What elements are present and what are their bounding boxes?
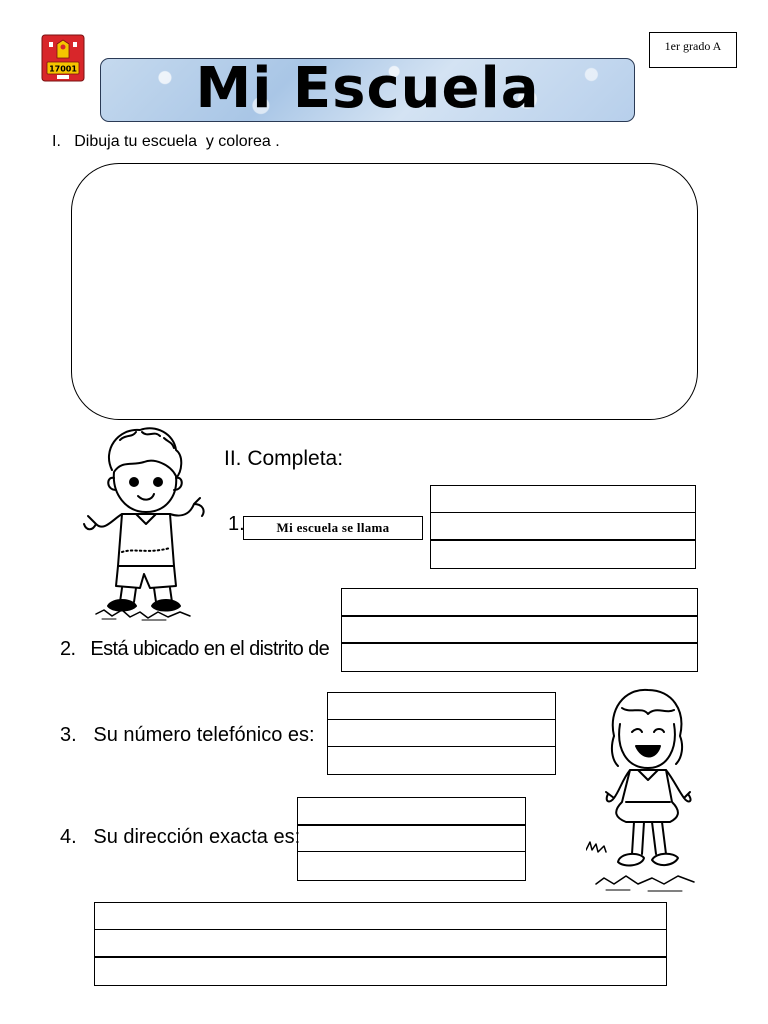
answer-box-phone[interactable] [327, 692, 556, 775]
question-2-label: 2. Está ubicado en el distrito de [60, 638, 330, 660]
grade-label: 1er grado A [649, 32, 737, 68]
answer-box-address[interactable] [297, 797, 526, 881]
question-4-label: 4. Su dirección exacta es: [60, 826, 301, 848]
logo-number: 17001 [49, 64, 77, 74]
answer-line [95, 929, 666, 930]
answer-box-district[interactable] [341, 588, 698, 672]
answer-line [328, 746, 555, 747]
school-crest-logo [41, 34, 85, 82]
title-banner [100, 58, 635, 122]
question-1-number: 1. [228, 513, 245, 535]
answer-box-address-continued[interactable] [94, 902, 667, 986]
answer-line [431, 539, 695, 541]
drawing-area[interactable] [71, 163, 698, 420]
page-title: Mi Escuela [195, 56, 540, 121]
question-3-label: 3. Su número telefónico es: [60, 724, 315, 746]
answer-box-school-name[interactable] [430, 485, 696, 569]
boy-illustration [82, 420, 214, 622]
section-two-heading: II. Completa: [224, 447, 344, 470]
girl-illustration [586, 684, 702, 896]
section-one-instruction: I. Dibuja tu escuela y colorea . [52, 133, 280, 150]
answer-line [298, 851, 525, 852]
answer-line [342, 615, 697, 617]
answer-line [298, 824, 525, 826]
answer-line [342, 642, 697, 644]
answer-line [328, 719, 555, 720]
question-1-label: Mi escuela se llama [243, 516, 423, 540]
answer-line [95, 956, 666, 958]
answer-line [431, 512, 695, 513]
